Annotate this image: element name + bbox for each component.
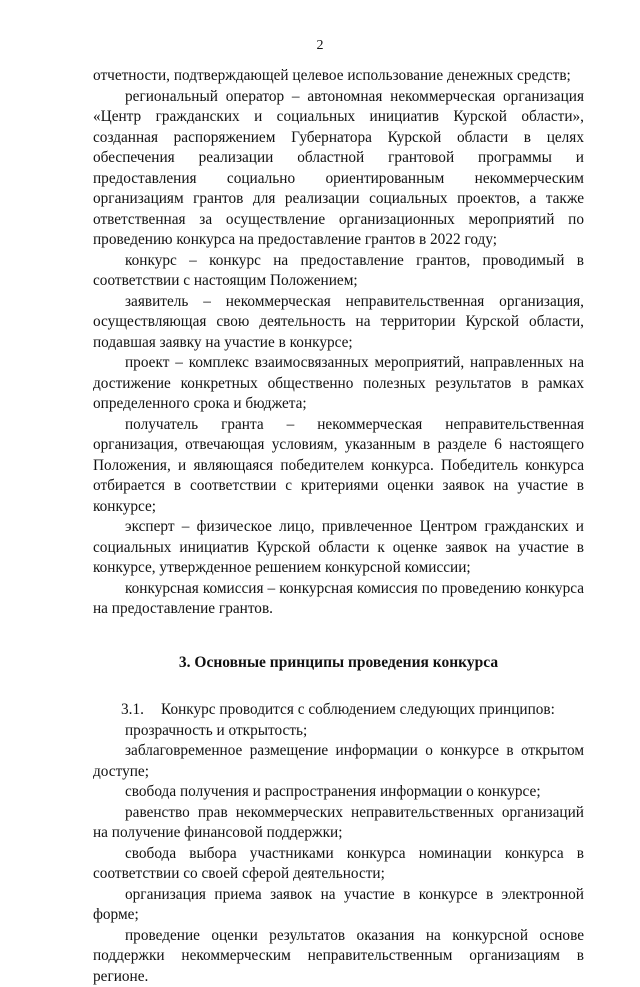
principle-item: свобода выбора участниками конкурса номинации конкурса в соответствии со своей сферой деятельности; [93,844,584,885]
page-number: 2 [0,38,640,54]
definition-paragraph: отчетности, подтверждающей целевое использование денежных средств; [93,66,584,87]
principle-item: проведение оценки результатов оказания на конкурсной основе поддержки некоммерческим неправительственным организациям в регионе. [93,926,584,987]
definition-paragraph: заявитель – некоммерческая неправительственная организация, осуществляющая свою деятельность на территории Курской области, подавшая заявку на участие в конкурсе; [93,292,584,354]
section-heading: 3. Основные принципы проведения конкурса [93,653,584,674]
clause-number: 3.1. [121,700,161,721]
definition-paragraph: получатель гранта – некоммерческая неправительственная организация, отвечающая условиям, указанным в разделе 6 настоящего Положения, и являющаяся победителем конкурса. Победитель конкурса отбирается в соответствии с критериями оценки заявок на участие в конкурсе; [93,415,584,518]
principle-item: прозрачность и открытость; [93,721,584,742]
document-body [93,66,584,987]
principle-item: заблаговременное размещение информации о конкурсе в открытом доступе; [93,741,584,782]
definition-paragraph: проект – комплекс взаимосвязанных мероприятий, направленных на достижение конкретных общественно полезных результатов в рамках определенного срока и бюджета; [93,353,584,415]
clause-text: Конкурс проводится с соблюдением следующих принципов: [161,701,555,718]
clause-paragraph [93,700,584,721]
principle-item: организация приема заявок на участие в конкурсе в электронной форме; [93,885,584,926]
principle-item: свобода получения и распространения информации о конкурсе; [93,782,584,803]
definition-paragraph: региональный оператор – автономная некоммерческая организация «Центр гражданских и социальных инициатив Курской области», созданная распоряжением Губернатора Курской области в целях обеспечения реализации областной грантовой программы и предоставления социально ориентированным некоммерческим организациям грантов для реализации социальных проектов, а также ответственная за осуществление организационных мероприятий по проведению конкурса на предоставление грантов в 2022 году; [93,87,584,251]
definition-paragraph: конкурс – конкурс на предоставление грантов, проводимый в соответствии с настоящим Положением; [93,251,584,292]
principle-item: равенство прав некоммерческих неправительственных организаций на получение финансовой поддержки; [93,803,584,844]
definition-paragraph: конкурсная комиссия – конкурсная комиссия по проведению конкурса на предоставление грантов. [93,579,584,620]
definition-paragraph: эксперт – физическое лицо, привлеченное Центром гражданских и социальных инициатив Курской области к оценке заявок на участие в конкурсе, утвержденное решением конкурсной комиссии; [93,517,584,579]
